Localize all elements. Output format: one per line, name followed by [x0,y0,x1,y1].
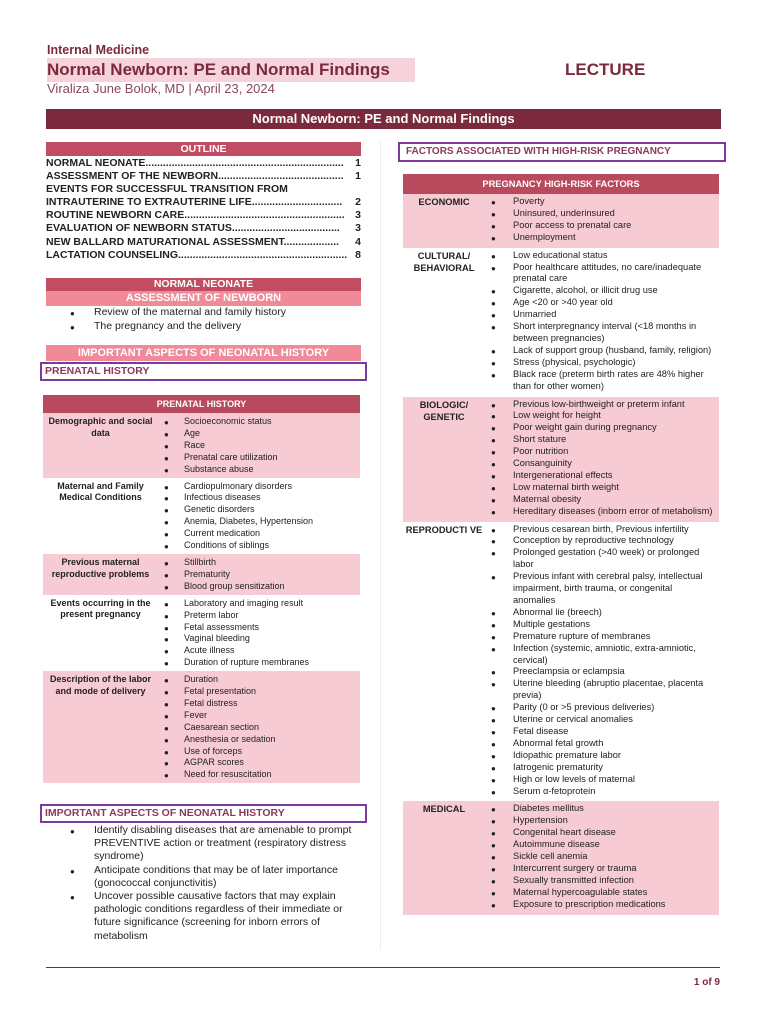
list-item: ● Sickle cell anemia [491,851,717,863]
list-item: ● Cardiopulmonary disorders [164,481,360,493]
list-item: ● Cigarette, alcohol, or illicit drug use [491,285,717,297]
list-item: ● Fetal distress [164,698,360,710]
list-item: ● Intercurrent surgery or trauma [491,863,717,875]
table-row [403,522,719,802]
row-values [158,674,360,781]
outline-item [46,170,361,183]
table-row [43,478,360,554]
outline-item-text: INTRAUTERINE TO EXTRAUTERINE LIFE............................... [46,196,343,209]
outline-item [46,222,361,235]
list-item: ● Abnormal fetal growth [491,738,717,750]
list-item: ● Previous cesarean birth, Previous infertility [491,524,717,536]
list-item: ● Substance abuse [164,464,360,476]
row-label: CULTURAL/ BEHAVIORAL [413,250,475,273]
table-row [403,801,719,914]
high-risk-factors-table [403,174,719,915]
outline-item-page: 2 [355,196,361,209]
outline-item-text: ASSESSMENT OF THE NEWBORN........................................... [46,170,344,183]
list-item: ● Congenital heart disease [491,827,717,839]
list-item: ● Caesarean section [164,722,360,734]
table-row [43,554,360,595]
row-values [485,399,719,518]
outline-item-text: NEW BALLARD MATURATIONAL ASSESSMENT................... [46,235,340,248]
row-bullets [164,481,360,552]
prenatal-table-header: PRENATAL HISTORY [43,395,360,413]
row-values [158,481,360,552]
list-item: ● Need for resuscitation [164,769,360,781]
row-label: Description of the labor and mode of delivery [49,674,151,696]
table-row [403,194,719,248]
list-item: ● Review of the maternal and family history [70,306,360,320]
list-item: ● Short interpregnancy interval (<18 months in between pregnancies) [491,321,717,345]
outline-item [46,236,361,249]
outline-item-page: 3 [355,222,361,235]
table-row [43,413,360,478]
column-divider [380,140,381,950]
list-item: ● Low weight for height [491,410,717,422]
outline-item-text: EVENTS FOR SUCCESSFUL TRANSITION FROM [46,183,288,196]
list-item: ● Anticipate conditions that may be of later importance (gonococcal conjunctivitis) [70,864,362,890]
list-item: ● Race [164,440,360,452]
section-important-aspects: IMPORTANT ASPECTS OF NEONATAL HISTORY [46,345,361,361]
list-item: ● Hereditary diseases (inborn error of metabolism) [491,506,717,518]
row-values [485,803,719,910]
row-bullets [491,399,717,518]
list-item: ● Conditions of siblings [164,540,360,552]
outline-item-text: EVALUATION OF NEWBORN STATUS..................................... [46,222,340,235]
outline-item-text: NORMAL NEONATE.................................................................... [46,157,344,169]
document-title: Normal Newborn: PE and Normal Findings [47,58,415,82]
list-item: ● Poverty [491,196,717,208]
list-item: ● Duration [164,674,360,686]
table-row [403,248,719,397]
row-label: REPRODUCTI VE [405,524,483,535]
list-item: ● Low maternal birth weight [491,482,717,494]
list-item: ● Duration of rupture membranes [164,657,360,669]
list-item: ● Intergenerational effects [491,470,717,482]
page-number: 1 of 9 [693,977,720,988]
list-item: ● Stress (physical, psychologic) [491,357,717,369]
outline-item [46,249,361,262]
section-normal-neonate: NORMAL NEONATE [46,278,361,291]
list-item: ● Fetal assessments [164,622,360,634]
list-item: ● AGPAR scores [164,757,360,769]
row-bullets [491,196,717,244]
list-item: ● Blood group sensitization [164,581,360,593]
list-item: ● Idiopathic premature labor [491,750,717,762]
list-item: ● Age <20 or >40 year old [491,297,717,309]
list-item: ● Consanguinity [491,458,717,470]
row-bullets [491,803,717,910]
risk-table-header: PREGNANCY HIGH-RISK FACTORS [403,174,719,194]
row-bullets [164,416,360,476]
list-item: ● Current medication [164,528,360,540]
list-item: ● Serum α-fetoprotein [491,786,717,798]
outline-item-page: 1 [355,157,361,169]
row-label: ECONOMIC [418,197,470,207]
list-item: ● Poor nutrition [491,446,717,458]
list-item: ● Autoimmune disease [491,839,717,851]
prenatal-history-heading: PRENATAL HISTORY [40,362,367,381]
list-item: ● Diabetes mellitus [491,803,717,815]
row-bullets [164,674,360,781]
list-item: ● Anemia, Diabetes, Hypertension [164,516,360,528]
list-item: ● Short stature [491,434,717,446]
row-label: Events occurring in the present pregnancy [50,597,151,620]
list-item: ● Age [164,428,360,440]
list-item: ● Hypertension [491,815,717,827]
list-item: ● Vaginal bleeding [164,633,360,645]
list-item: ● Premature rupture of membranes [491,631,717,643]
list-item: ● High or low levels of maternal [491,774,717,786]
list-item: ● Laboratory and imaging result [164,598,360,610]
outline-list [46,157,361,262]
row-bullets [164,557,360,593]
list-item: ● Preterm labor [164,610,360,622]
list-item: ● Abnormal lie (breech) [491,607,717,619]
factors-heading: FACTORS ASSOCIATED WITH HIGH-RISK PREGNANCY [398,142,726,162]
prenatal-history-table [43,395,360,783]
list-item: ● Prematurity [164,569,360,581]
list-item: ● Socioeconomic status [164,416,360,428]
list-item: ● Fetal disease [491,726,717,738]
list-item: ● Maternal hypercoagulable states [491,887,717,899]
outline-heading: OUTLINE [46,142,361,156]
list-item: ● Identify disabling diseases that are amenable to prompt PREVENTIVE action or treatment (respiratory distress syndrome) [70,824,362,864]
row-label: Maternal and Family Medical Conditions [57,480,144,503]
table-row [403,397,719,522]
list-item: ● Infection (systemic, amniotic, extra-amniotic, cervical) [491,643,717,667]
row-label: MEDICAL [422,804,466,815]
title-banner: Normal Newborn: PE and Normal Findings [46,109,721,129]
row-bullets [491,524,717,798]
list-item: ● Low educational status [491,250,717,262]
footer-divider [46,967,720,968]
outline-item-page: 3 [355,209,361,222]
list-item: ● Infectious diseases [164,492,360,504]
list-item: ● Iatrogenic prematurity [491,762,717,774]
row-bullets [491,250,717,393]
list-item: ● Unmarried [491,309,717,321]
list-item: ● Fetal presentation [164,686,360,698]
outline-item [46,196,361,209]
list-item: ● Prolonged gestation (>40 week) or prolonged labor [491,547,717,571]
list-item: ● The pregnancy and the delivery [70,320,360,334]
outline-item-page: 8 [355,248,361,261]
row-label: Demographic and social data [48,416,153,438]
list-item: ● Uncover possible causative factors that may explain pathologic conditions regardless of their immediate or future significance (screening for inborn errors of metabolism [70,890,362,943]
lecture-label: LECTURE [565,60,646,79]
list-item: ● Sexually transmitted infection [491,875,717,887]
row-values [158,557,360,593]
list-item: ● Lack of support group (husband, family, religion) [491,345,717,357]
outline-item-page: 1 [355,170,361,183]
row-values [158,416,360,476]
list-item: ● Conception by reproductive technology [491,535,717,547]
table-row [43,595,360,671]
row-label: BIOLOGIC/ GENETIC [419,399,469,422]
list-item: ● Multiple gestations [491,619,717,631]
list-item: ● Poor access to prenatal care [491,220,717,232]
list-item: ● Poor healthcare attitudes, no care/inadequate prenatal care [491,262,717,286]
outline-item-text: LACTATION COUNSELING.......................................................... [46,248,348,261]
list-item: ● Previous infant with cerebral palsy, intellectual impairment, birth trauma, or congenital anomalies [491,571,717,607]
list-item: ● Poor weight gain during pregnancy [491,422,717,434]
outline-item [46,157,361,170]
list-item: ● Genetic disorders [164,504,360,516]
list-item: ● Stillbirth [164,557,360,569]
outline-item-page: 4 [355,235,361,248]
important-aspects-boxed-heading: IMPORTANT ASPECTS OF NEONATAL HISTORY [40,804,367,823]
row-values [158,598,360,669]
list-item: ● Uterine or cervical anomalies [491,714,717,726]
list-item: ● Preeclampsia or eclampsia [491,666,717,678]
section-assessment: ASSESSMENT OF NEWBORN [46,291,361,306]
subject-label: Internal Medicine [47,43,150,57]
assessment-bullets [70,306,360,333]
list-item: ● Maternal obesity [491,494,717,506]
author-date: Viraliza June Bolok, MD | April 23, 2024 [47,81,275,96]
list-item: ● Previous low-birthweight or preterm infant [491,399,717,411]
important-aspects-bullets [70,824,362,943]
list-item: ● Prenatal care utilization [164,452,360,464]
list-item: ● Uninsured, underinsured [491,208,717,220]
outline-item [46,183,361,196]
row-values [485,250,719,393]
list-item: ● Unemployment [491,232,717,244]
row-bullets [164,598,360,669]
list-item: ● Acute illness [164,645,360,657]
row-label: Previous maternal reproductive problems [51,556,150,579]
list-item: ● Black race (preterm birth rates are 48% higher than for other women) [491,369,717,393]
list-item: ● Exposure to prescription medications [491,899,717,911]
row-values [485,196,719,244]
list-item: ● Use of forceps [164,746,360,758]
row-values [485,524,719,798]
list-item: ● Parity (0 or >5 previous deliveries) [491,702,717,714]
table-row [43,671,360,783]
outline-item [46,209,361,222]
outline-item-text: ROUTINE NEWBORN CARE....................................................... [46,209,345,222]
list-item: ● Uterine bleeding (abruptio placentae, placenta previa) [491,678,717,702]
list-item: ● Fever [164,710,360,722]
list-item: ● Anesthesia or sedation [164,734,360,746]
